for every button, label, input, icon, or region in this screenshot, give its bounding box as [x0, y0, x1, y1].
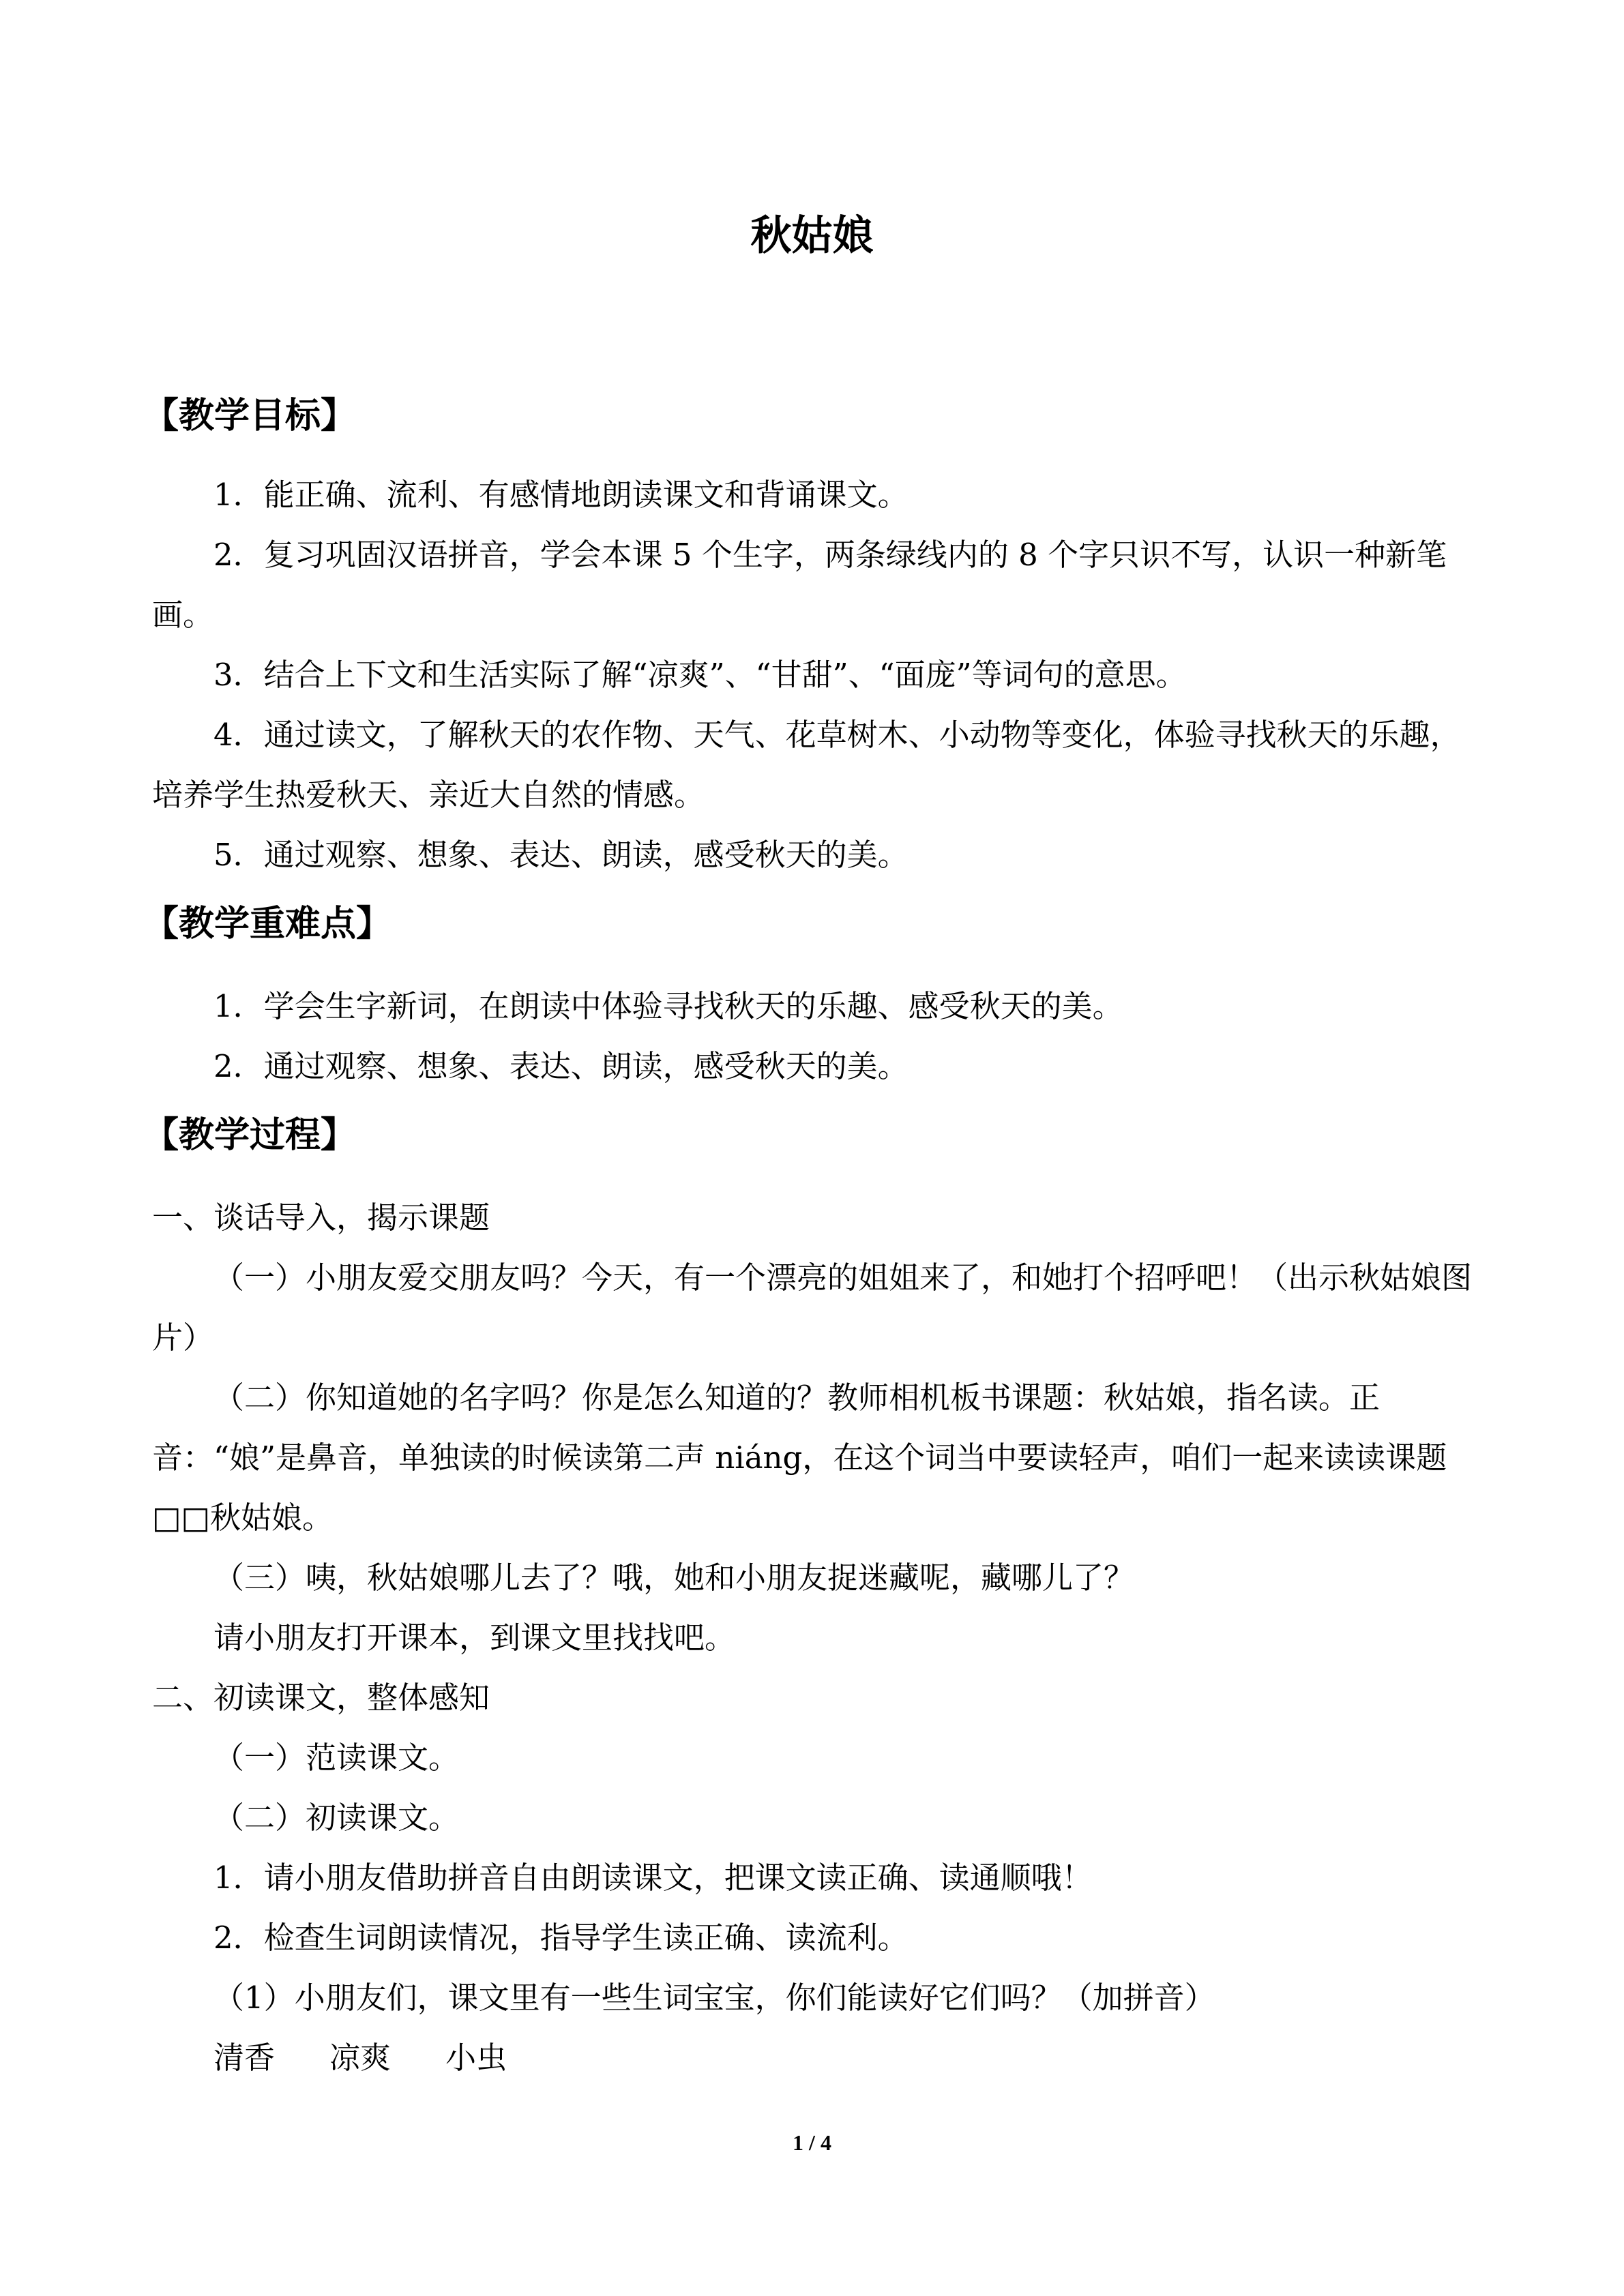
document-title: 秋姑娘 — [750, 212, 874, 260]
objective-item: 4．通过读文，了解秋天的农作物、天气、花草树木、小动物等变化，体验寻找秋天的乐趣，培养学生热爱秋天、亲近大自然的情感。 — [152, 717, 1461, 813]
section-heading-process: 【教学过程】 — [143, 1115, 357, 1156]
vocabulary-word: 清香 — [213, 2040, 276, 2076]
process-paragraph: （1）小朋友们，课文里有一些生词宝宝，你们能读好它们吗？（加拼音） — [213, 1980, 1215, 2016]
process-paragraph: 1．请小朋友借助拼音自由朗读课文，把课文读正确、读通顺哦！ — [213, 1860, 1093, 1896]
key-point-item: 1．学会生字新词，在朗读中体验寻找秋天的乐趣、感受秋天的美。 — [213, 988, 1123, 1024]
objective-item: 3．结合上下文和生活实际了解“凉爽”、“甘甜”、“面庞”等词句的意思。 — [213, 657, 1187, 693]
process-paragraph: （一）小朋友爱交朋友吗？今天，有一个漂亮的姐姐来了，和她打个招呼吧！（出示秋姑娘图片） — [152, 1259, 1473, 1356]
objective-item: 1．能正确、流利、有感情地朗读课文和背诵课文。 — [213, 477, 909, 513]
process-part-title: 一、谈话导入，揭示课题 — [152, 1199, 490, 1236]
process-paragraph: 2．检查生词朗读情况，指导学生读正确、读流利。 — [213, 1920, 909, 1956]
section-heading-objectives: 【教学目标】 — [143, 396, 357, 436]
process-paragraph: （二）你知道她的名字吗？你是怎么知道的？教师相机板书课题：秋姑娘，指名读。正音：“娘”是鼻音，单独读的时候读第二声 niáng，在这个词当中要读轻声，咱们一起来读读课题□□秋姑娘。 — [152, 1380, 1447, 1536]
process-paragraph: （二）初读课文。 — [213, 1800, 460, 1836]
process-paragraph: 请小朋友打开课本，到课文里找找吧。 — [213, 1620, 736, 1656]
section-heading-key-points: 【教学重难点】 — [143, 904, 392, 944]
objective-item: 2．复习巩固汉语拼音，学会本课 5 个生字，两条绿线内的 8 个字只识不写，认识一种新笔画。 — [152, 537, 1447, 633]
process-paragraph: （三）咦，秋姑娘哪儿去了？哦，她和小朋友捉迷藏呢，藏哪儿了？ — [213, 1560, 1135, 1596]
vocabulary-word: 小虫 — [445, 2040, 507, 2076]
process-part-title: 二、初读课文，整体感知 — [152, 1680, 490, 1716]
vocabulary-word: 凉爽 — [329, 2040, 392, 2076]
vocabulary-word-list — [213, 2028, 561, 2088]
page-number: 1 / 4 — [793, 2130, 831, 2155]
key-point-item: 2．通过观察、想象、表达、朗读，感受秋天的美。 — [213, 1048, 909, 1084]
objective-item: 5．通过观察、想象、表达、朗读，感受秋天的美。 — [213, 837, 909, 873]
process-paragraph: （一）范读课文。 — [213, 1740, 460, 1776]
